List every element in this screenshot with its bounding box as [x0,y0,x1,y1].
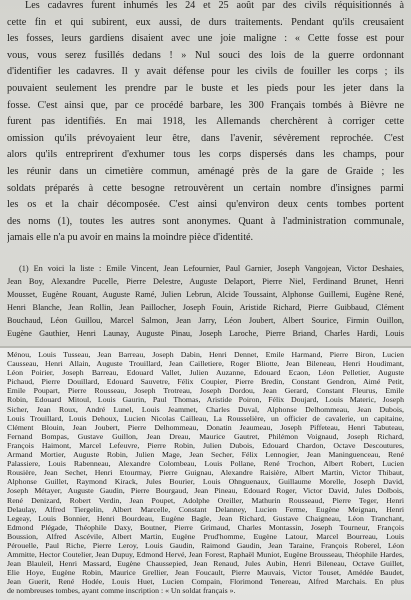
paragraph-line: vous, vous serez fusillés dedans ! » Nul souci des lois de la guerre ordonnant [7,49,404,61]
footnote-line: Mousset, Eugène Rouant, Auguste Ramé, Julien Lebrun, Alcide Toussaint, Alphonse Guillemi, Eugène René, [7,290,404,299]
footnote-line: Jean Boy, Alexandre Pucelle, Pierre Delestre, Auguste Delaport, Pierre Niel, Ferdinand Brunet, Henri [7,277,404,286]
paragraph-line: les réunir dans un cimetière commun, aménagé près de la gare de Graide ; les [7,165,404,177]
footnote-line: Robin, Edouard Mitoul, Louis Gaurin, Paul Thomas, Aristide Poiron, Félix Doujard, Louis Materic, Joseph [7,395,404,405]
footnote-line: Boussion, Alfred Ascévile, Albert Martin, Eugène Prud'homme, Eugène Latour, Marcel Bourreau, Louis [7,531,404,541]
paragraph-line: Les cadavres furent inhumés les 24 et 25 août par des civils réquisitionnés à [25,0,404,11]
paragraph-line: pouvaient seulement les prendre par le buste et les pieds pour les jeter dans la [7,82,404,94]
paragraph-line: furent pas identifiés. En mai 1918, les Allemands cherchèrent à corriger cette [7,116,404,128]
footnote-line: Léon Poirier, Joseph Barreau, Edouard Vallet, Julien Auzanne, Edouard Ecaon, Léon Pelletier, Auguste [7,368,404,378]
footnote-line: Edmond Plégade, Théophile Daxy, Boutner, Pierre Grimaud, Charles Montassin, Joseph Tourneur, François [7,522,404,532]
paragraph-line: d'identifier les cadavres. Il y avait défense pour les civils de fouiller les corps ; ils [7,66,404,78]
footnote-line: Ammitte, Hector Coutelier, Jean Dupuy, Edmond Hervé, Jean Forest, Raphaël Muniot, Eugène Brousseau, Théophile Hardes, [7,550,404,560]
footnote-upper-part [7,262,404,340]
paragraph-line: omission qu'ils prévoyaient leur être, dans l'avenir, sévèrement reprochée. C'est [7,132,404,144]
paragraph-line: des noms (1), toutes les autres sont anonymes. Quant à l'administration communale, [7,215,404,227]
footnote-line: Causseau, Henri Allain, Auguste Trouillard, Jean Cailletiere, Roger Bliotte, Jean Bileneau, Henri Houdimant, [7,359,404,369]
footnote-line: Pichaud, Pierre Douillard, Edouard Sauvetre, Félix Coupier, Pierre Bredin, Constant Gendron, Aimé Petit, [7,377,404,387]
footnote-line: Louis Trouillard, Louis Dehoux, Lucien Nicolas Cailleau, La Rousselière, un officier de cavalerie, un capitaine, [7,413,404,423]
paragraph-line: les os et la chair décomposée. C'est ainsi qu'environ deux cents tombes portent [7,199,404,211]
footnote-line: Legeay, Louis Bonnier, Henri Bourdeau, Eugène Bagle, Jean Richard, Gustave Chaigneau, Léon Tranchant, [7,513,404,523]
footnote-line: Jean Blauleil, Henri Massard, Eugène Chaussepied, Jean Renaud, Jules Aubin, Henri Bileneau, Octave Guillet, [7,559,404,569]
footnote-line: François Haimont, Marcel Lefeuvre, Pierre Robin, Julien Dubois, Edouard Chardon, Octave Descoutures, [7,440,404,450]
footnote-line: Pérouelle, Paul Riche, Pierre Leroy, Louis Gaudin, Raimond Gaudin, Jean Taraine, François Roberel, Léon [7,540,404,550]
footnote-line: Clément Blouin, Jean Joubert, Pierre Delhommeau, Donatin Jeaumeau, Joseph Piffeteau, Henri Tabuteau, [7,422,404,432]
footnote-line: René Denizard, Robert Verdin, Jean Poupet, Adolphe Oreiller, Mathurin Rousseaud, Pierre Teger, Henri [7,495,404,505]
paragraph-line: alors qu'ils entreprirent d'exhumer tous les corps dispersés dans les champs, pour [7,149,404,161]
footnote-line: (1) En voici la liste : Emile Vincent, Jean Lefournier, Paul Garnier, Joseph Vangojean, Victor Deshaies, [19,264,404,273]
paragraph-line: jamais elle n'a pu avoir en mains la moindre pièce d'identité. [7,232,254,244]
footnote-line: Emile Poupart, Pierre Rousseau, Joseph Trotreau, Joseph Dordou, Jean Gerard, Constant Fleurus, Emile [7,386,404,396]
footnote-line: Armand Mortier, Auguste Robin, Julien Mage, Jean Secher, Félix Lennogier, Jean Maninguenceau, René [7,450,404,460]
footnote-line: Ménou, Louis Tusseau, Jean Barreau, Joseph Dabin, Henri Dennet, Emile Harmand, Pierre Biron, Lucien [7,350,404,359]
paragraph-line: cette fin et qui subirent, eux aussi, de durs traitements. Pendant qu'ils creusaient [7,16,404,28]
paragraph-line: soldats préparés à cette besogne retrouvèrent un certain nombre d'insignes parmi [7,182,404,194]
footnote-line: Rousière, Jean Sechet, Henri Etourmay, Pierre Guignau, Alexandre Raisière, Albert Martin, Victor Thibaut, [7,468,404,478]
footnote-line: Fernand Bompas, Gustave Guillon, Jean Dreau, Maurice Gautret, Philémon Voignaud, Joseph Richard, [7,431,404,441]
footnote-line: Delaulay, Alfred Tiergelin, Albert Marcelle, Constant Delanney, Lucien Ferme, Eugène Meignan, Henri [7,504,404,514]
footnote-line: de nombreuses tombes, ayant comme inscription : « Un soldat français ». [7,586,236,596]
footnote-line: Henri Blanche, Jean Rollin, Jean Paillocher, Joseph Fouin, Aristide Richard, Pierre Guibbaud, Clément [7,303,404,312]
footnote-line: Sicher, Jean Roux, André Lunel, Louis Jeammet, Charles Duval, Alphonse Delhommeau, Jean Dubois, [7,404,404,414]
footnote-line: Joseph Métayer, Auguste Gaudin, Pierre Bourgaud, Jean Pineau, Edouard Roger, Victor David, Jules Dolbois, [7,486,404,496]
paragraph-line: fosse. C'est ainsi que, par ce procédé barbare, les 300 Français tombés à Bièvre ne [7,99,404,111]
scan-seam-divider [0,346,411,348]
footnote-line: Palassiere, Louis Rabenneau, Alexandre Colombeau, Louis Pollane, René Trochon, Albert Robert, Lucien [7,459,404,469]
footnote-line: Jean Guerit, René Hodée, Louis Huet, Lucien Compain, Florimond Tenereau, Alfred Marchais. En plus [7,577,404,587]
footnote-line: Eugène Gauthier, Henri Launay, Auguste Pinau, Joseph Laroche, Pierre Briand, Charles Hardi, Louis [7,329,404,338]
footnote-line: Bouchaud, Léon Guillou, Marcel Salmon, Jean Jarry, Léon Joubert, Albert Sourice, Firmin Ouillon, [7,316,404,325]
footnote-line: Elie Hoye, Eugène Robin, Maurice Grellier, Jean Foucault, Pierre Mauvais, Victor Touset, Amédée Baudet, [7,568,404,578]
footnote-lower-part [7,350,404,596]
main-paragraph [7,0,404,247]
footnote-line: Alphonse Guillet, Raymond Kirack, Jules Bourier, Louis Ohnguenaux, Guillaume Morelle, Joseph David, [7,477,404,487]
paragraph-line: les fosses, leurs gardiens disaient avec une joie maligne : « Cette fosse est pour [7,33,404,45]
